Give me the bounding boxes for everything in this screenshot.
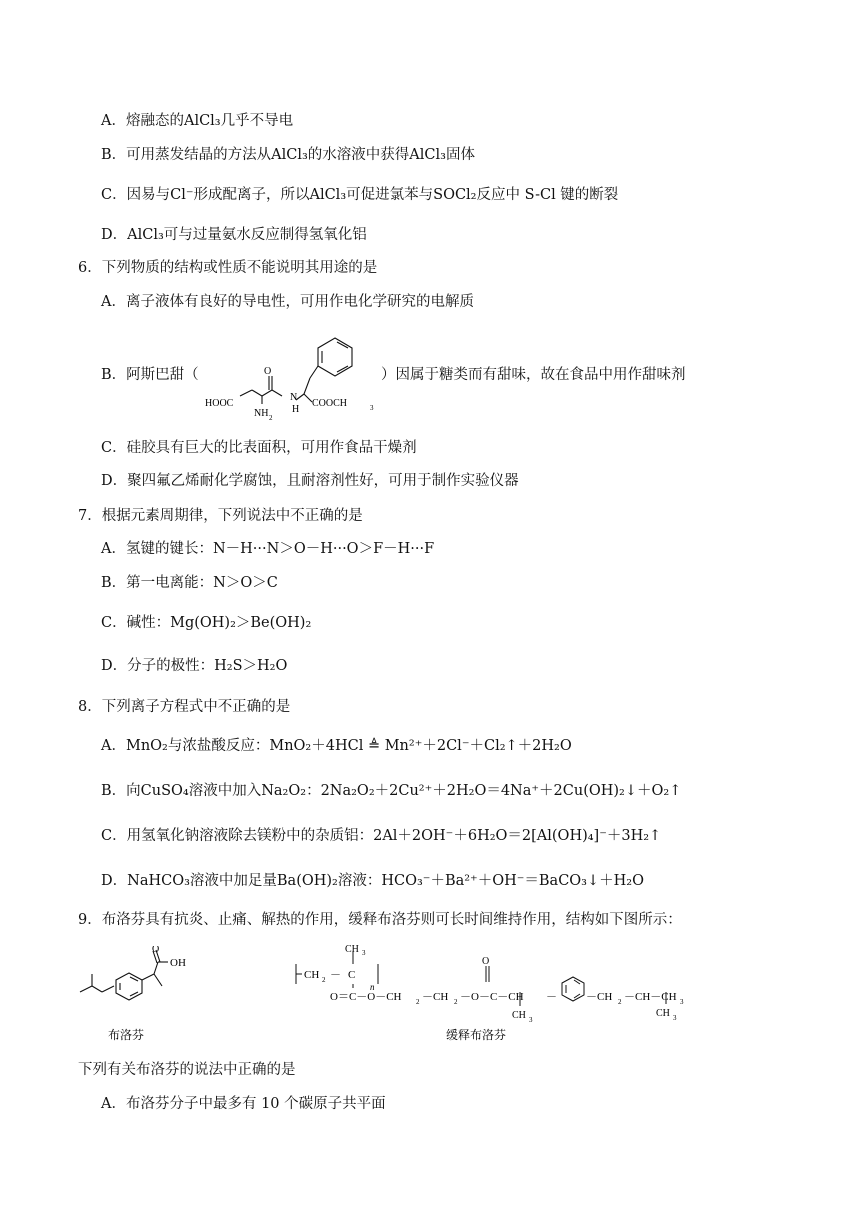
aspartame-cooch: COOCH [312, 398, 348, 409]
q6-stem: 6．下列物质的结构或性质不能说明其用途的是 [78, 260, 378, 276]
q6-option-d: D．聚四氟乙烯耐化学腐蚀，且耐溶剂性好，可用于制作实验仪器 [101, 473, 519, 489]
q5-option-a: A．熔融态的AlCl₃几乎不导电 [101, 113, 294, 129]
sr-chain-sub: 2 [416, 998, 420, 1006]
sr-ch2-repeat: CH [304, 969, 320, 981]
ibuprofen-caption: 布洛芬 [108, 1028, 145, 1042]
sr-ch2-b: －CH [422, 991, 449, 1003]
ibuprofen-oh: OH [170, 957, 186, 969]
q7-option-b: B．第一电离能：N＞O＞C [101, 575, 278, 591]
sr-ch3-bot-sub: 3 [529, 1016, 533, 1024]
sr-ch-iso: －CH－CH [624, 991, 677, 1003]
sr-ch3-top-sub: 3 [362, 949, 366, 957]
sr-carbonyl-o: O [482, 956, 490, 967]
ibuprofen-o: O [152, 946, 160, 955]
q8-option-b: B．向CuSO₄溶液中加入Na₂O₂：2Na₂O₂＋2Cu²⁺＋2H₂O＝4Na⁺＋2Cu(OH)₂↓＋O₂↑ [101, 783, 682, 799]
q5-option-d: D．AlCl₃可与过量氨水反应制得氢氧化铝 [101, 227, 367, 243]
sr-ch3-top: CH [345, 944, 359, 955]
sr-c: C [348, 969, 356, 981]
sr-ch3-iso: CH [656, 1008, 670, 1019]
sr-ibuprofen-structure [290, 940, 690, 1046]
q6-option-b-prefix: B．阿斯巴甜（ [101, 367, 199, 383]
sr-dash-ring: － [546, 991, 557, 1003]
q9-option-a: A．布洛芬分子中最多有 10 个碳原子共平面 [101, 1096, 386, 1112]
q7-option-a: A．氢键的键长：N－H···N＞O－H···O＞F－H···F [101, 541, 435, 557]
aspartame-nh-sub: 2 [269, 414, 273, 422]
q7-option-c: C．碱性：Mg(OH)₂＞Be(OH)₂ [101, 615, 312, 631]
sr-end-sub: 3 [680, 998, 684, 1006]
sr-n: n [370, 982, 375, 992]
q5-option-c: C．因易与Cl⁻形成配离子，所以AlCl₃可促进氯苯与SOCl₂反应中 S-Cl 键的断裂 [101, 187, 619, 203]
q9-stem: 9．布洛芬具有抗炎、止痛、解热的作用，缓释布洛芬则可长时间维持作用，结构如下图所示： [78, 912, 682, 928]
q8-stem: 8．下列离子方程式中不正确的是 [78, 699, 291, 715]
aspartame-structure [200, 330, 385, 422]
sr-caption: 缓释布洛芬 [446, 1028, 507, 1042]
q7-stem: 7．根据元素周期律，下列说法中不正确的是 [78, 508, 363, 524]
sr-eq-chain: O＝C－O－CH [330, 991, 402, 1003]
ibuprofen-structure [72, 946, 242, 1046]
aspartame-n: N [290, 392, 298, 403]
q5-option-b: B．可用蒸发结晶的方法从AlCl₃的水溶液中获得AlCl₃固体 [101, 147, 475, 163]
aspartame-hooc: HOOC [205, 398, 234, 409]
q7-option-d: D．分子的极性：H₂S＞H₂O [101, 658, 288, 674]
sr-dash: － [330, 969, 341, 981]
q6-option-c: C．硅胶具有巨大的比表面积，可用作食品干燥剂 [101, 440, 417, 456]
q6-option-a: A．离子液体有良好的导电性，可用作电化学研究的电解质 [101, 294, 474, 310]
aspartame-h: H [292, 404, 300, 415]
sr-ch2-b-sub: 2 [454, 998, 458, 1006]
q8-option-c: C．用氢氧化钠溶液除去镁粉中的杂质铝：2Al＋2OH⁻＋6H₂O＝2[Al(OH)₄]⁻＋3H₂↑ [101, 828, 662, 844]
q9-lead: 下列有关布洛芬的说法中正确的是 [78, 1062, 296, 1078]
sr-ch2-sub: 2 [322, 976, 326, 984]
sr-ch3-iso-sub: 3 [673, 1014, 677, 1022]
aspartame-ester-sub: 3 [370, 404, 374, 412]
aspartame-o: O [264, 366, 272, 377]
q6-option-b-suffix: ）因属于糖类而有甜味，故在食品中用作甜味剂 [381, 367, 686, 383]
q8-option-d: D．NaHCO₃溶液中加足量Ba(OH)₂溶液：HCO₃⁻＋Ba²⁺＋OH⁻＝BaCO₃↓＋H₂O [101, 873, 644, 889]
q8-option-a: A．MnO₂与浓盐酸反应：MnO₂＋4HCl ≜ Mn²⁺＋2Cl⁻＋Cl₂↑＋2H₂O [101, 738, 572, 754]
aspartame-nh: NH [254, 408, 269, 419]
sr-ch2-iso: －CH [586, 991, 613, 1003]
sr-ester-chain: －O－C－CH [460, 991, 524, 1003]
sr-ch2-iso-sub: 2 [618, 998, 622, 1006]
sr-ch3-bot: CH [512, 1010, 526, 1021]
